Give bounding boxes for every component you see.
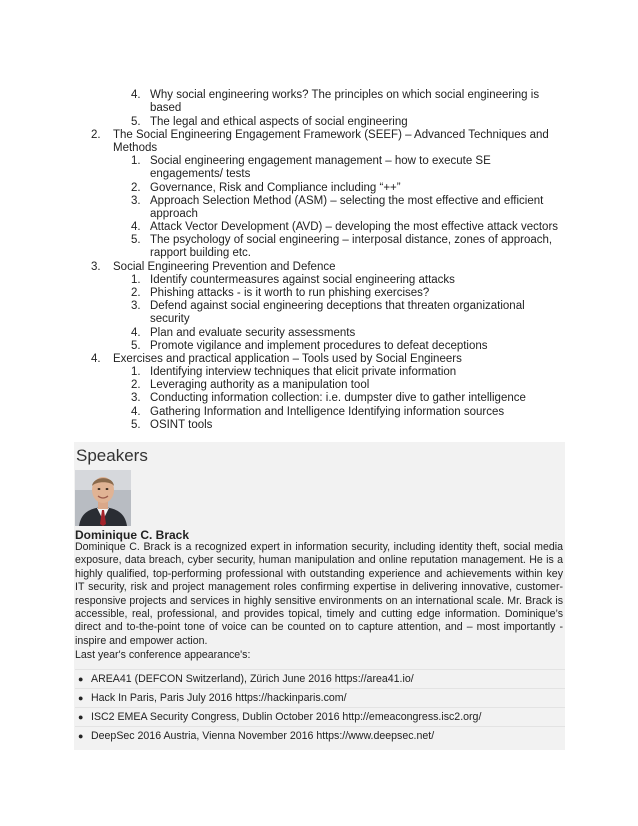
list-item xyxy=(75,669,565,688)
list-number: 5. xyxy=(131,340,141,352)
appearance-text: ISC2 EMEA Security Congress, Dublin October 2016 http://emeacongress.isc2.org/ xyxy=(91,711,482,723)
list-item xyxy=(75,707,565,726)
list-number: 4. xyxy=(131,221,141,233)
list-item-text: approach xyxy=(150,208,198,220)
speaker-photo xyxy=(75,470,131,526)
list-item-text: Promote vigilance and implement procedures to defeat deceptions xyxy=(150,340,488,352)
list-number: 4. xyxy=(131,406,141,418)
list-item-text: Phishing attacks - is it worth to run phishing exercises? xyxy=(150,287,430,299)
list-item-text: Plan and evaluate security assessments xyxy=(150,327,356,339)
appearances-label: Last year's conference appearance's: xyxy=(75,649,251,661)
speaker-portrait-image xyxy=(75,470,131,526)
section-number: 2. xyxy=(91,129,101,141)
section-title: Exercises and practical application – Tools used by Social Engineers xyxy=(113,353,462,365)
section-number: 4. xyxy=(91,353,101,365)
list-item-text: security xyxy=(150,313,190,325)
section-title: Social Engineering Prevention and Defence xyxy=(113,261,336,273)
list-number: 2. xyxy=(131,287,141,299)
list-item-text: rapport building etc. xyxy=(150,247,252,259)
list-number: 3. xyxy=(131,300,141,312)
list-number: 5. xyxy=(131,234,141,246)
list-number: 2. xyxy=(131,182,141,194)
list-number: 3. xyxy=(131,392,141,404)
bullet-icon: ● xyxy=(78,731,84,741)
section-title: Methods xyxy=(113,142,158,154)
list-item-text: Governance, Risk and Compliance including “++” xyxy=(150,182,401,194)
list-item-text: The legal and ethical aspects of social engineering xyxy=(150,116,408,128)
speaker-bio: Dominique C. Brack is a recognized expert in information security, including identity theft, social media exposure, data breach, cyber security, human manipulation and online reputation management. He is a highly qualified, top-performing professional with outstanding experience and achievements within key IT security, risk and project management roles confirming expertise in delivering innovative, customer-responsive projects and services in highly sensitive environments on an international scale. Mr. Brack is accessible, real, professional, and provides topical, timely and cutting edge information. Dominique’s direct and to-the-point tone of voice can be counted on to capture attention, and – most importantly - inspire and empower action. xyxy=(75,541,563,647)
list-item-text: Social engineering engagement management – how to execute SE xyxy=(150,155,491,167)
list-item-text: The psychology of social engineering – interposal distance, zones of approach, xyxy=(150,234,553,246)
list-number: 1. xyxy=(131,274,141,286)
list-item xyxy=(75,688,565,707)
appearance-text: AREA41 (DEFCON Switzerland), Zürich June 2016 https://area41.io/ xyxy=(91,673,414,685)
list-number: 4. xyxy=(131,89,141,101)
appearance-text: Hack In Paris, Paris July 2016 https://hackinparis.com/ xyxy=(91,692,347,704)
bullet-icon: ● xyxy=(78,674,84,684)
list-item xyxy=(75,726,565,745)
list-item-text: Defend against social engineering deceptions that threaten organizational xyxy=(150,300,525,312)
list-item-text: based xyxy=(150,102,182,114)
list-item-text: Leveraging authority as a manipulation tool xyxy=(150,379,370,391)
list-number: 2. xyxy=(131,379,141,391)
list-number: 1. xyxy=(131,155,141,167)
list-number: 5. xyxy=(131,419,141,431)
section-number: 3. xyxy=(91,261,101,273)
list-item-text: OSINT tools xyxy=(150,419,213,431)
speakers-heading: Speakers xyxy=(76,446,148,465)
speaker-name: Dominique C. Brack xyxy=(75,528,190,542)
list-item-text: Conducting information collection: i.e. dumpster dive to gather intelligence xyxy=(150,392,526,404)
list-number: 4. xyxy=(131,327,141,339)
appearance-text: DeepSec 2016 Austria, Vienna November 2016 https://www.deepsec.net/ xyxy=(91,730,435,742)
list-item-text: Identify countermeasures against social engineering attacks xyxy=(150,274,455,286)
list-item-text: Attack Vector Development (AVD) – developing the most effective attack vectors xyxy=(150,221,559,233)
bullet-icon: ● xyxy=(78,712,84,722)
list-item-text: Why social engineering works? The principles on which social engineering is xyxy=(150,89,540,101)
section-title: The Social Engineering Engagement Framework (SEEF) – Advanced Techniques and xyxy=(113,129,549,141)
list-item-text: Gathering Information and Intelligence Identifying information sources xyxy=(150,406,505,418)
list-number: 5. xyxy=(131,116,141,128)
list-item-text: engagements/ tests xyxy=(150,168,251,180)
list-item-text: Identifying interview techniques that elicit private information xyxy=(150,366,457,378)
bullet-icon: ● xyxy=(78,693,84,703)
list-number: 1. xyxy=(131,366,141,378)
list-number: 3. xyxy=(131,195,141,207)
list-item-text: Approach Selection Method (ASM) – selecting the most effective and efficient xyxy=(150,195,544,207)
